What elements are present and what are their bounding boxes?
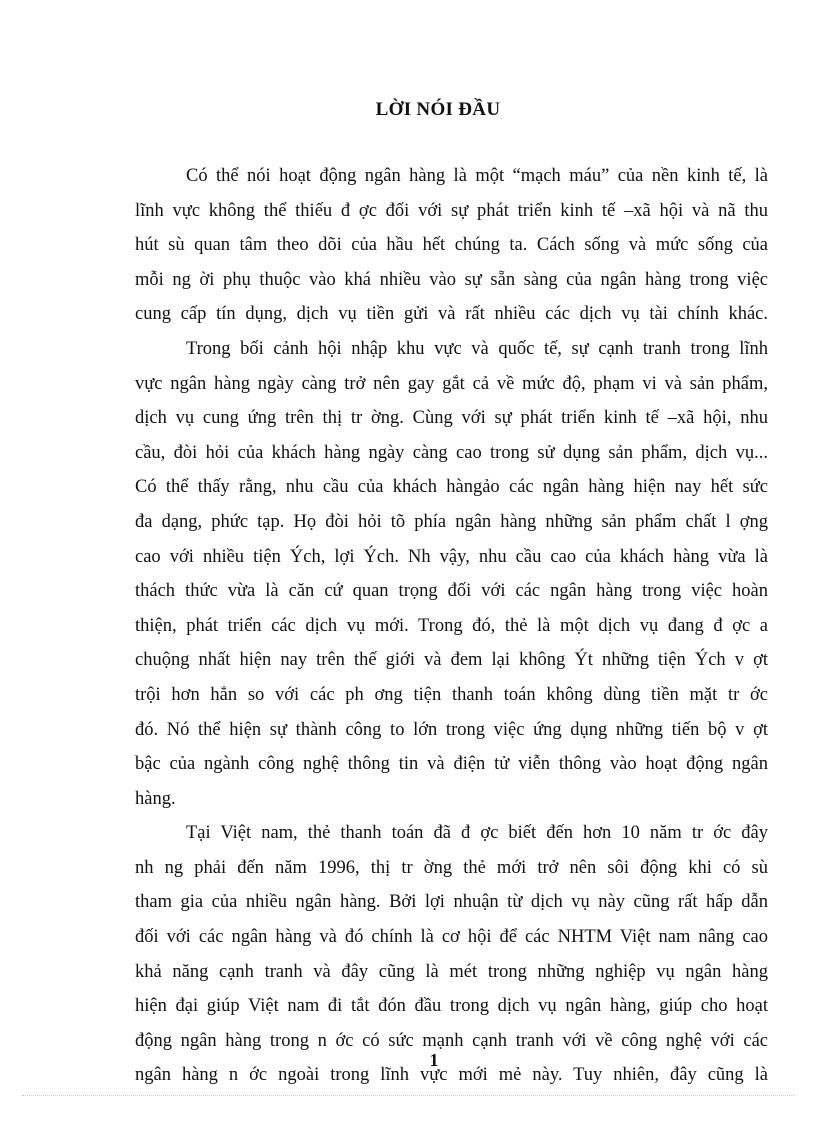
text-line: thách thức vừa là căn cứ quan trọng đối với các ngân hàng trong việc hoàn [135, 581, 768, 602]
text-line: chuộng nhất hiện nay trên thế giới và đem lại không Ýt những tiện Ých v ợt [135, 650, 768, 671]
text-line: Có thể nói hoạt động ngân hàng là một “mạch máu” của nền kinh tế, là [186, 166, 768, 186]
text-line: cầu, đòi hỏi của khách hàng ngày càng cao trong sử dụng sản phẩm, dịch vụ... [135, 442, 768, 463]
text-line: hút sù quan tâm theo dõi của hầu hết chúng ta. Cách sống và mức sống của [135, 235, 768, 256]
page-bottom-border [22, 1095, 794, 1096]
text-line: lĩnh vực không thể thiếu đ ợc đối với sự phát triển kinh tế –xã hội và nã thu [135, 200, 768, 221]
text-line: động ngân hàng trong n ớc có sức mạnh cạnh tranh với về công nghệ với các [135, 1030, 768, 1051]
text-line: bậc của ngành công nghệ thông tin và điện tử viễn thông vào hoạt động ngân [135, 754, 768, 775]
text-line: mỗi ng ời phụ thuộc vào khá nhiều vào sự sẵn sàng của ngân hàng trong việc [135, 269, 768, 290]
text-line: hiện đại giúp Việt nam đi tắt đón đầu trong dịch vụ ngân hàng, giúp cho hoạt [135, 996, 768, 1017]
text-line: đó. Nó thể hiện sự thành công to lớn trong việc ứng dụng những tiến bộ v ợt [135, 719, 768, 740]
text-line: hàng. [135, 788, 176, 809]
text-line: cao với nhiều tiện Ých, lợi Ých. Nh vậy, nhu cầu cao của khách hàng vừa là [135, 546, 768, 567]
text-line: Tại Việt nam, thẻ thanh toán đã đ ợc biết đến hơn 10 năm tr ớc đây [186, 823, 768, 844]
text-line: thiện, phát triển các dịch vụ mới. Trong đó, thẻ là một dịch vụ đang đ ợc a [135, 615, 768, 636]
text-line: đối với các ngân hàng và đó chính là cơ hội để các NHTM Việt nam nâng cao [135, 927, 768, 948]
text-line: Có thể thấy rằng, nhu cầu của khách hàngảo các ngân hàng hiện nay hết sức [135, 477, 768, 498]
text-line: Trong bối cảnh hội nhập khu vực và quốc tế, sự cạnh tranh trong lĩnh [186, 338, 768, 359]
text-line: nh ng phải đến năm 1996, thị tr ờng thẻ mới trở nên sôi động khi có sù [135, 857, 768, 878]
text-line: đa dạng, phức tạp. Họ đòi hỏi tõ phía ngân hàng những sản phẩm chất l ợng [135, 511, 768, 532]
text-line: tham gia của nhiều ngân hàng. Bởi lợi nhuận từ dịch vụ này cũng rất hấp dẫn [135, 892, 768, 913]
text-line: dịch vụ cung ứng trên thị tr ờng. Cùng với sự phát triển kinh tế –xã hội, nhu [135, 408, 768, 429]
document-body [135, 159, 768, 1093]
text-line: cung cấp tín dụng, dịch vụ tiền gửi và rất nhiều các dịch vụ tài chính khác. [135, 304, 768, 325]
page-title: LỜI NÓI ĐẦU [375, 99, 501, 120]
page-number: 1 [429, 1050, 439, 1070]
text-line: khả năng cạnh tranh và đây cũng là mét trong những nghiệp vụ ngân hàng [135, 961, 768, 982]
text-line: vực ngân hàng ngày càng trở nên gay gắt cả về mức độ, phạm vi và sản phẩm, [135, 373, 768, 394]
text-line: trội hơn hẳn so với các ph ơng tiện thanh toán không dùng tiền mặt tr ớc [135, 684, 768, 705]
text-line: ngân hàng n ớc ngoài trong lĩnh vực mới mẻ này. Tuy nhiên, đây cũng là [135, 1065, 768, 1086]
